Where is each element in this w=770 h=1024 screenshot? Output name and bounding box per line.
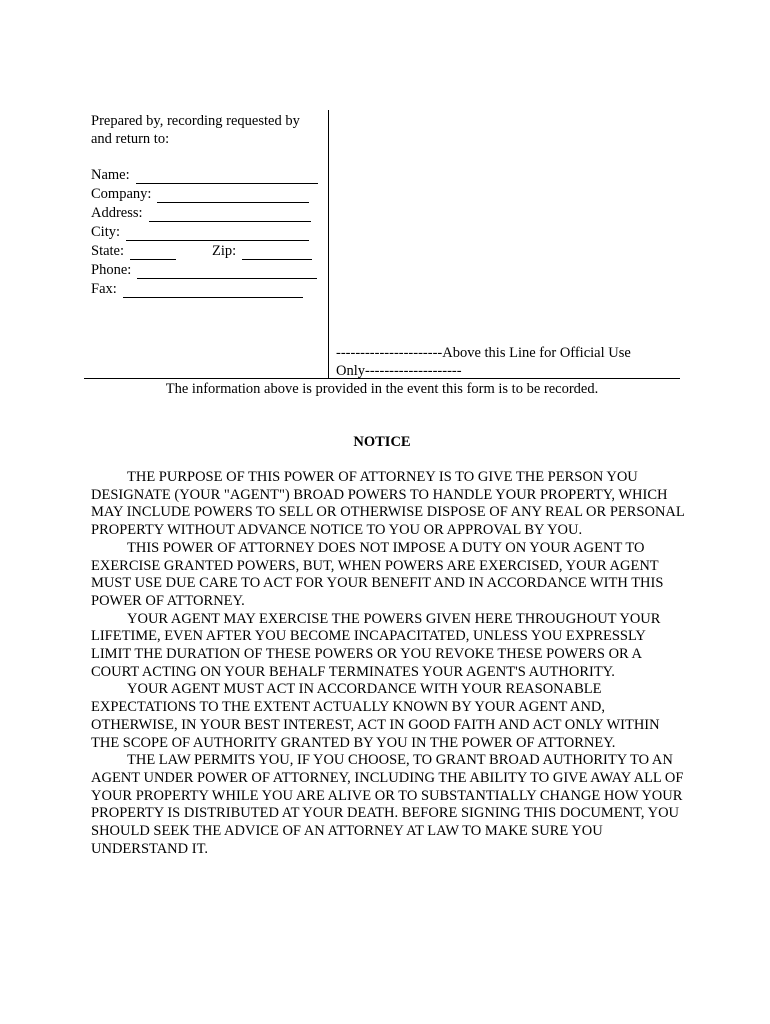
notice-paragraph: THIS POWER OF ATTORNEY DOES NOT IMPOSE A DUTY ON YOUR AGENT TO EXERCISE GRANTED POWERS, BUT, WHEN POWERS ARE EXERCISED, YOUR AGENT MUST USE DUE CARE TO ACT FOR YOUR BENEFIT AND IN ACCORDANCE WITH THIS POWER OF ATTORNEY. — [91, 539, 664, 609]
city-label: City: — [91, 224, 121, 240]
company-label: Company: — [91, 186, 152, 202]
name-blank[interactable] — [136, 170, 318, 184]
phone-label: Phone: — [91, 262, 132, 278]
fax-field[interactable] — [91, 280, 303, 298]
prepared-by-line-1: Prepared by, recording requested by — [91, 113, 300, 129]
address-field[interactable] — [91, 204, 311, 222]
official-use-line-1: ----------------------Above this Line for Official Use — [336, 345, 631, 361]
state-label: State: — [91, 243, 125, 259]
state-blank[interactable] — [130, 246, 176, 260]
phone-field[interactable] — [91, 261, 317, 279]
name-field[interactable] — [91, 166, 318, 184]
name-label: Name: — [91, 167, 130, 183]
company-blank[interactable] — [157, 189, 309, 203]
notice-body — [91, 469, 688, 858]
recorded-note: The information above is provided in the event this form is to be recorded. — [165, 381, 599, 397]
prepared-by-line-2: and return to: — [91, 131, 170, 147]
phone-blank[interactable] — [137, 265, 317, 279]
address-blank[interactable] — [149, 208, 311, 222]
notice-paragraph: THE PURPOSE OF THIS POWER OF ATTORNEY IS TO GIVE THE PERSON YOU DESIGNATE (YOUR "AGENT") BROAD POWERS TO HANDLE YOUR PROPERTY, WHICH MAY INCLUDE POWERS TO SELL OR OTHERWISE DISPOSE OF ANY REAL OR PERSONAL PROPERTY WITHOUT ADVANCE NOTICE TO YOU OR APPROVAL BY YOU. — [91, 469, 685, 539]
company-field[interactable] — [91, 185, 309, 203]
fax-blank[interactable] — [123, 284, 303, 298]
notice-paragraph: YOUR AGENT MUST ACT IN ACCORDANCE WITH YOUR REASONABLE EXPECTATIONS TO THE EXTENT ACTUALLY KNOWN BY YOUR AGENT AND, OTHERWISE, IN YOUR BEST INTEREST, ACT IN GOOD FAITH AND ACT ONLY WITHIN THE SCOPE OF AUTHORITY GRANTED BY YOU IN THE POWER OF ATTORNEY. — [91, 681, 660, 751]
header-vertical-divider — [328, 110, 329, 378]
zip-field[interactable] — [212, 242, 312, 260]
notice-paragraph: YOUR AGENT MAY EXERCISE THE POWERS GIVEN HERE THROUGHOUT YOUR LIFETIME, EVEN AFTER YOU BECOME INCAPACITATED, UNLESS YOU EXPRESSLY LIMIT THE DURATION OF THESE POWERS OR YOU REVOKE THESE POWERS OR A COURT ACTING ON YOUR BEHALF TERMINATES YOUR AGENT'S AUTHORITY. — [91, 610, 661, 680]
notice-paragraph: THE LAW PERMITS YOU, IF YOU CHOOSE, TO GRANT BROAD AUTHORITY TO AN AGENT UNDER POWER OF ATTORNEY, INCLUDING THE ABILITY TO GIVE AWAY ALL OF YOUR PROPERTY WHILE YOU ARE ALIVE OR TO SUBSTANTIALLY CHANGE HOW YOUR PROPERTY IS DISTRIBUTED AT YOUR DEATH. BEFORE SIGNING THIS DOCUMENT, YOU SHOULD SEEK THE ADVICE OF AN ATTORNEY AT LAW TO MAKE SURE YOU UNDERSTAND IT. — [91, 752, 684, 857]
zip-blank[interactable] — [242, 246, 312, 260]
address-label: Address: — [91, 205, 143, 221]
fax-label: Fax: — [91, 281, 117, 297]
city-field[interactable] — [91, 223, 309, 241]
city-blank[interactable] — [126, 227, 309, 241]
state-field[interactable] — [91, 242, 176, 260]
official-use-line-2: Only-------------------- — [336, 363, 462, 379]
notice-title: NOTICE — [353, 434, 411, 450]
zip-label: Zip: — [212, 243, 237, 259]
